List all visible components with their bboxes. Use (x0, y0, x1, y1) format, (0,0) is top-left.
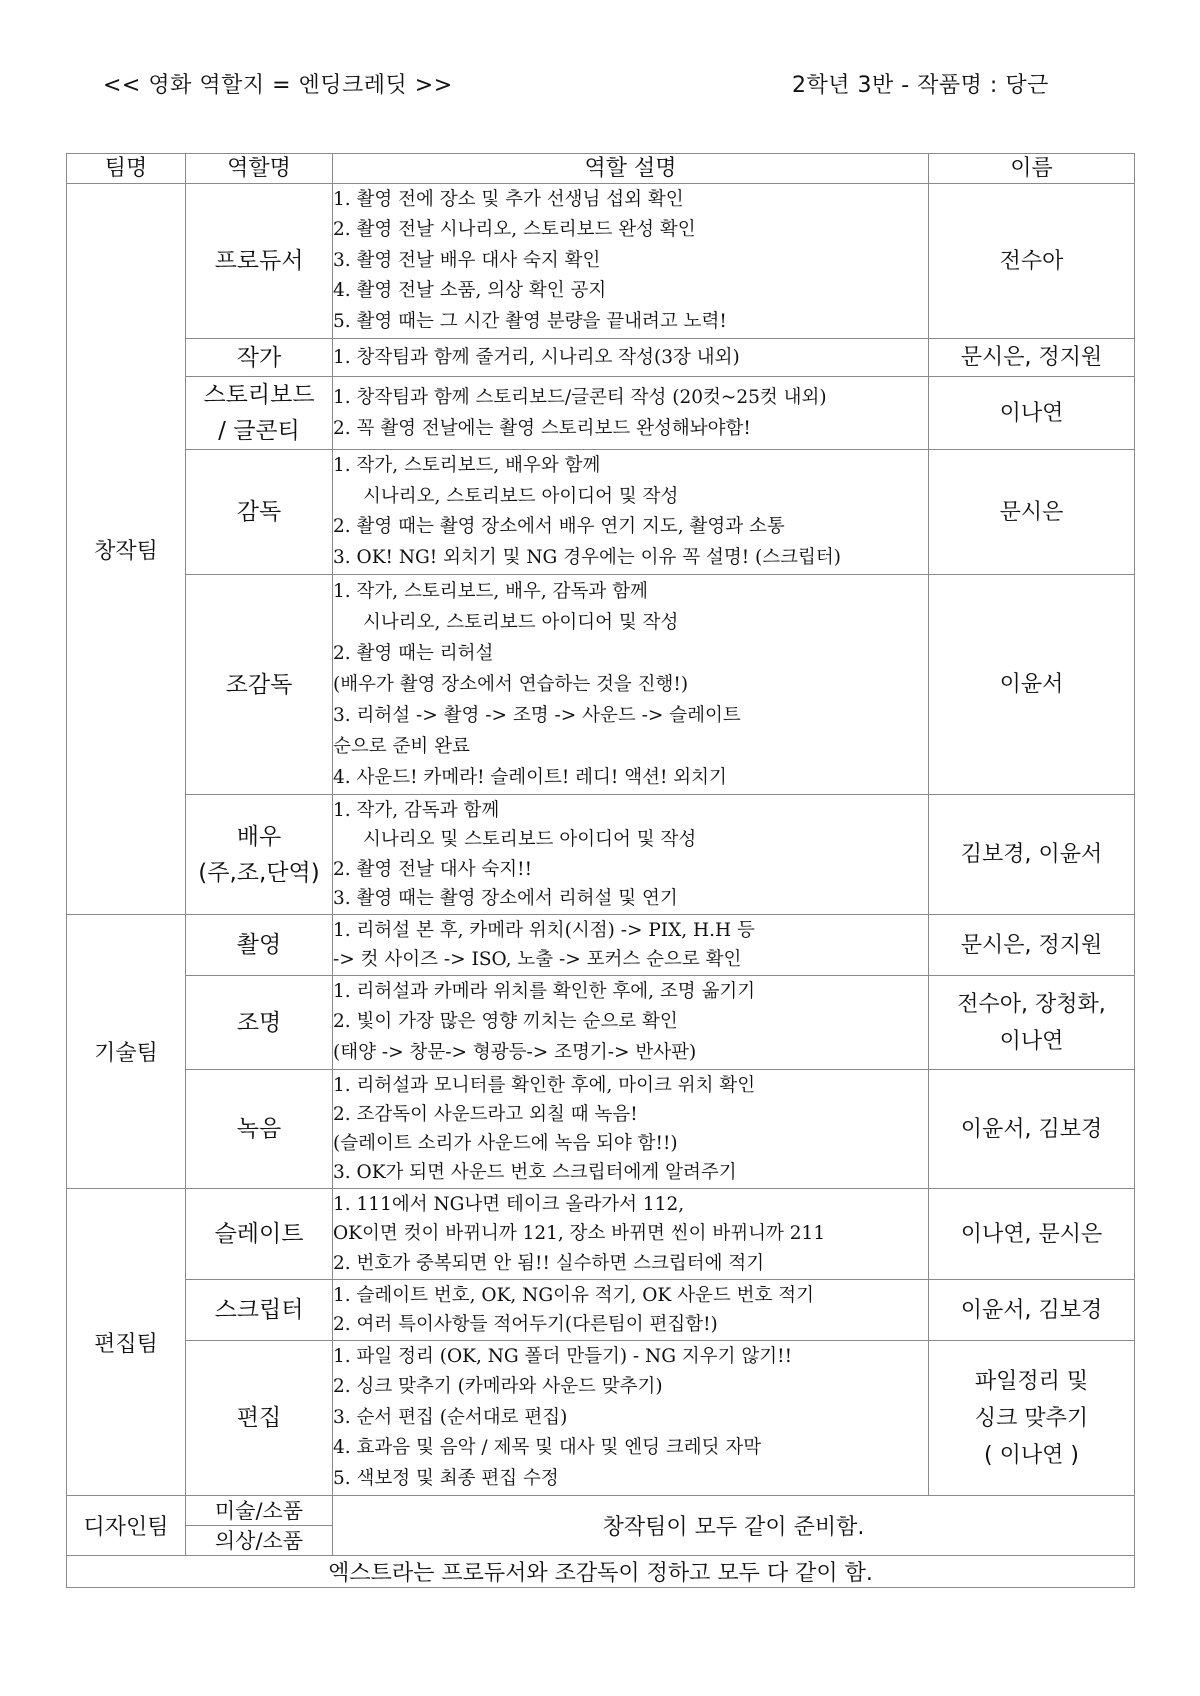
role-label: 편집 (236, 1405, 282, 1431)
role-cell (186, 795, 333, 915)
description-line: 1. 창작팀과 함께 줄거리, 시나리오 작성(3장 내외) (333, 346, 740, 368)
member-name: 이윤서, 김보경 (960, 1297, 1103, 1323)
member-name: 이나연, 문시은 (960, 1221, 1103, 1247)
roles-table (66, 153, 1135, 1588)
role-cell: 의상/소품 (186, 1526, 333, 1556)
description-line: 1. 작가, 감독과 함께 (333, 800, 500, 821)
role-cell (186, 1341, 333, 1496)
member-name: 전수아, 장청화, (957, 991, 1106, 1017)
design-note: 창작팀이 모두 같이 준비함. (333, 1496, 1135, 1556)
description-line: -> 컷 사이즈 -> ISO, 노출 -> 포커스 순으로 확인 (333, 949, 742, 970)
role-label: / 글콘티 (218, 418, 300, 444)
table-row (67, 1070, 1135, 1189)
role-cell (186, 1280, 333, 1341)
description-line: 2. 촬영 때는 촬영 장소에서 배우 연기 지도, 촬영과 소통 (333, 516, 785, 537)
description-line: 3. OK! NG! 외치기 및 NG 경우에는 이유 꼭 설명! (스크립터) (333, 546, 841, 568)
name-cell (929, 184, 1135, 339)
description-line: 시나리오, 스토리보드 아이디어 및 작성 (363, 612, 679, 633)
role-cell (186, 976, 333, 1070)
table-row (67, 450, 1135, 575)
role-cell (186, 915, 333, 976)
name-cell (929, 915, 1135, 976)
description-line: 1. 111에서 NG나면 테이크 올라가서 112, (333, 1194, 685, 1215)
member-name: 이윤서, 김보경 (960, 1116, 1103, 1142)
role-cell (186, 184, 333, 339)
description-line: 3. 촬영 때는 촬영 장소에서 리허설 및 연기 (333, 887, 678, 909)
role-cell (186, 1189, 333, 1280)
description-cell (333, 1189, 929, 1280)
role-label: 슬레이트 (214, 1221, 304, 1247)
role-label: 프로듀서 (214, 248, 304, 274)
description-line: 1. 파일 정리 (OK, NG 폴더 만들기) - NG 지우기 않기!! (333, 1346, 793, 1368)
description-line: 1. 창작팀과 함께 스토리보드/글콘티 작성 (20컷~25컷 내외) (333, 386, 827, 408)
name-cell (929, 339, 1135, 377)
table-row-design (67, 1496, 1135, 1526)
name-cell (929, 377, 1135, 450)
role-cell (186, 575, 333, 795)
description-line: 4. 촬영 전날 소품, 의상 확인 공지 (333, 280, 607, 302)
name-cell (929, 1070, 1135, 1189)
role-label: 작가 (236, 344, 282, 371)
class-info: 2학년 3반 - 작품명 : 당근 (792, 73, 1049, 98)
member-name: 전수아 (999, 248, 1064, 274)
description-line: 1. 리허설 본 후, 카메라 위치(시점) -> PIX, H.H 등 (333, 920, 755, 941)
table-row (67, 1341, 1135, 1496)
table-row (67, 575, 1135, 795)
member-name: 이나연 (999, 1028, 1064, 1054)
member-name: 문시은 (999, 499, 1064, 525)
description-line: 3. 촬영 전날 배우 대사 숙지 확인 (333, 249, 601, 271)
role-cell (186, 1070, 333, 1189)
member-name: 이나연 (999, 400, 1064, 426)
description-cell (333, 1280, 929, 1341)
role-label: 스크립터 (214, 1297, 304, 1323)
table-row (67, 184, 1135, 339)
description-cell (333, 450, 929, 575)
name-cell (929, 1280, 1135, 1341)
description-line: 3. 순서 편집 (순서대로 편집) (333, 1406, 568, 1428)
description-line: 2. 촬영 때는 리허설 (333, 643, 494, 664)
team-cell: 디자인팀 (67, 1496, 186, 1556)
description-line: 1. 리허설과 카메라 위치를 확인한 후에, 조명 옮기기 (333, 981, 756, 1002)
member-name: 이윤서 (999, 672, 1064, 697)
role-cell: 미술/소품 (186, 1496, 333, 1526)
description-cell (333, 1070, 929, 1189)
table-header-row (67, 154, 1135, 184)
table-row (67, 915, 1135, 976)
member-name: 싱크 맞추기 (974, 1405, 1089, 1431)
team-cell: 편집팀 (67, 1189, 186, 1496)
description-line: 2. 꼭 촬영 전날에는 촬영 스토리보드 완성해놔야함! (333, 418, 751, 439)
role-label: 배우 (236, 823, 282, 850)
role-label: 조명 (236, 1009, 282, 1036)
description-line: (태양 -> 창문-> 형광등-> 조명기-> 반사판) (333, 1041, 697, 1063)
name-cell (929, 795, 1135, 915)
role-label: 감독 (236, 499, 282, 525)
footer-note: 엑스트라는 프로듀서와 조감독이 정하고 모두 다 같이 함. (67, 1556, 1135, 1588)
description-line: 4. 사운드! 카메라! 슬레이트! 레디! 액션! 외치기 (333, 767, 727, 788)
member-name: 문시은, 정지원 (960, 932, 1103, 958)
table-row (67, 339, 1135, 377)
member-name: ( 이나연 ) (984, 1442, 1079, 1468)
name-cell (929, 976, 1135, 1070)
role-label: 촬영 (236, 932, 282, 958)
role-cell (186, 339, 333, 377)
table-row (67, 1280, 1135, 1341)
table-row-footer (67, 1556, 1135, 1588)
column-header-description: 역할 설명 (333, 154, 929, 184)
column-header-team: 팀명 (67, 154, 186, 184)
table-row (67, 976, 1135, 1070)
description-line: 2. 촬영 전날 시나리오, 스토리보드 완성 확인 (333, 219, 696, 241)
description-line: 1. 작가, 스토리보드, 배우, 감독과 함께 (333, 581, 648, 602)
role-label: (주,조,단역) (198, 859, 320, 886)
table-row (67, 377, 1135, 450)
name-cell (929, 1341, 1135, 1496)
description-cell (333, 1341, 929, 1496)
description-cell (333, 795, 929, 915)
role-cell (186, 450, 333, 575)
description-line: (배우가 촬영 장소에서 연습하는 것을 진행!) (333, 674, 689, 695)
description-line: 시나리오 및 스토리보드 아이디어 및 작성 (363, 829, 697, 851)
description-line: 3. 리허설 -> 촬영 -> 조명 -> 사운드 -> 슬레이트 (333, 705, 741, 726)
description-line: 순으로 준비 완료 (333, 736, 470, 757)
description-cell (333, 339, 929, 377)
member-name: 문시은, 정지원 (960, 345, 1103, 370)
table-body (67, 184, 1135, 1588)
description-line: OK이면 컷이 바뀌니까 121, 장소 바뀌면 씬이 바뀌니까 211 (333, 1223, 826, 1245)
description-cell (333, 377, 929, 450)
role-label: 녹음 (236, 1116, 282, 1142)
description-cell (333, 575, 929, 795)
description-line: 2. 여러 특이사항들 적어두기(다른팀이 편집함!) (333, 1314, 718, 1335)
description-line: 4. 효과음 및 음악 / 제목 및 대사 및 엔딩 크레딧 자막 (333, 1437, 762, 1459)
document-title: << 영화 역할지 = 엔딩크레딧 >> (103, 73, 453, 98)
table-row (67, 795, 1135, 915)
description-cell (333, 184, 929, 339)
description-cell (333, 976, 929, 1070)
role-label: 스토리보드 (203, 382, 315, 408)
name-cell (929, 575, 1135, 795)
description-line: 2. 촬영 전날 대사 숙지!! (333, 858, 533, 880)
description-line: 시나리오, 스토리보드 아이디어 및 작성 (363, 485, 679, 507)
description-line: 3. OK가 되면 사운드 번호 스크립터에게 알려주기 (333, 1162, 737, 1183)
column-header-name: 이름 (929, 154, 1135, 184)
member-name: 파일정리 및 (974, 1368, 1089, 1394)
description-line: (슬레이트 소리가 사운드에 녹음 되야 함!!) (333, 1133, 678, 1154)
team-cell: 창작팀 (67, 184, 186, 915)
description-line: 1. 촬영 전에 장소 및 추가 선생님 섭외 확인 (333, 189, 684, 211)
table-row (67, 1189, 1135, 1280)
description-line: 2. 조감독이 사운드라고 외칠 때 녹음! (333, 1104, 638, 1125)
description-line: 5. 색보정 및 최종 편집 수정 (333, 1467, 559, 1489)
description-line: 2. 빛이 가장 많은 영향 끼치는 순으로 확인 (333, 1011, 678, 1033)
name-cell (929, 450, 1135, 575)
name-cell (929, 1189, 1135, 1280)
description-line: 5. 촬영 때는 그 시간 촬영 분량을 끝내려고 노력! (333, 310, 727, 332)
role-cell (186, 377, 333, 450)
description-line: 2. 번호가 중복되면 안 됨!! 실수하면 스크립터에 적기 (333, 1252, 765, 1274)
role-label: 조감독 (225, 671, 293, 698)
column-header-role: 역할명 (186, 154, 333, 184)
member-name: 김보경, 이윤서 (960, 842, 1103, 867)
description-line: 1. 리허설과 모니터를 확인한 후에, 마이크 위치 확인 (333, 1075, 756, 1096)
description-cell (333, 915, 929, 976)
description-line: 1. 작가, 스토리보드, 배우와 함께 (333, 455, 601, 476)
description-line: 1. 슬레이트 번호, OK, NG이유 적기, OK 사운드 번호 적기 (333, 1285, 814, 1306)
team-cell: 기술팀 (67, 915, 186, 1189)
description-line: 2. 싱크 맞추기 (카메라와 사운드 맞추기) (333, 1376, 663, 1398)
